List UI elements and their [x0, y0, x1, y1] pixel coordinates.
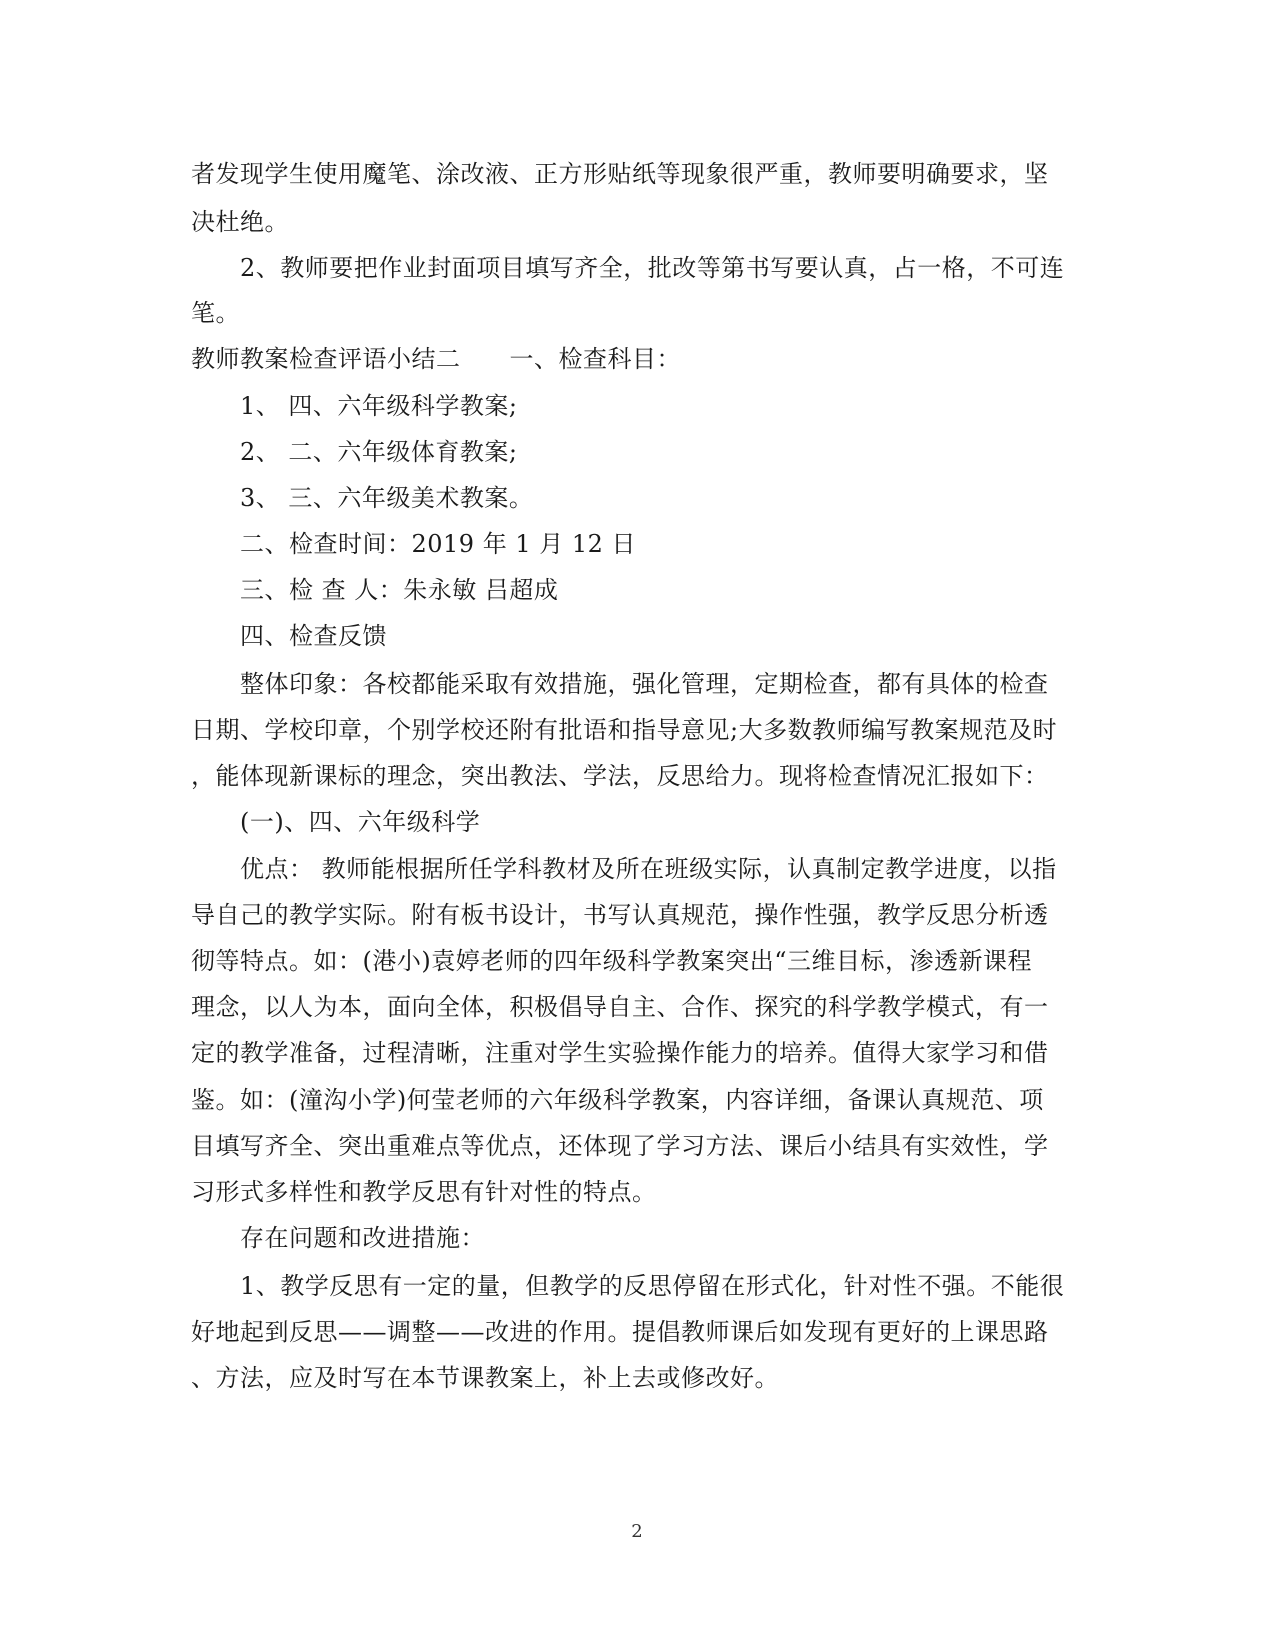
- text-line: 者发现学生使用魔笔、涂改液、正方形贴纸等现象很严重，教师要明确要求，坚: [191, 160, 1049, 188]
- text-line: 1、教学反思有一定的量，但教学的反思停留在形式化，针对性不强。不能很: [240, 1272, 1065, 1300]
- text-line: 目填写齐全、突出重难点等优点，还体现了学习方法、课后小结具有实效性，学: [191, 1132, 1049, 1160]
- text-line: 导自己的教学实际。附有板书设计，书写认真规范，操作性强，教学反思分析透: [191, 901, 1049, 929]
- text-line: 2、教师要把作业封面项目填写齐全，批改等第书写要认真，占一格，不可连: [240, 254, 1065, 282]
- text-line: 四、检查反馈: [240, 622, 387, 650]
- text-line: 整体印象：各校都能采取有效措施，强化管理，定期检查，都有具体的检查: [240, 670, 1049, 698]
- list-item: 3、 三、六年级美术教案。: [240, 484, 534, 512]
- text-line: 彻等特点。如：(港小)袁婷老师的四年级科学教案突出“三维目标，渗透新课程: [191, 947, 1032, 975]
- text-line: 、方法，应及时写在本节课教案上，补上去或修改好。: [191, 1364, 779, 1392]
- text-line: (一)、四、六年级科学: [240, 808, 481, 836]
- text-line: 定的教学准备，过程清晰，注重对学生实验操作能力的培养。值得大家学习和借: [191, 1039, 1049, 1067]
- list-item: 2、 二、六年级体育教案;: [240, 438, 518, 466]
- text-line: 理念，以人为本，面向全体，积极倡导自主、合作、探究的科学教学模式，有一: [191, 993, 1049, 1021]
- text-line: ，能体现新课标的理念，突出教法、学法，反思给力。现将检查情况汇报如下：: [191, 762, 1049, 790]
- text-line: 存在问题和改进措施：: [240, 1224, 485, 1252]
- text-line: 决杜绝。: [191, 208, 289, 236]
- text-line: 二、检查时间：2019 年 1 月 12 日: [240, 530, 637, 558]
- page-number: 2: [631, 1521, 643, 1542]
- text-line: 鉴。如：(潼沟小学)何莹老师的六年级科学教案，内容详细，备课认真规范、项: [191, 1086, 1044, 1114]
- text-line: 习形式多样性和教学反思有针对性的特点。: [191, 1178, 657, 1206]
- list-item: 1、 四、六年级科学教案;: [240, 392, 518, 420]
- text-line: 笔。: [191, 299, 240, 327]
- text-line: 优点： 教师能根据所任学科教材及所在班级实际，认真制定教学进度，以指: [240, 855, 1057, 883]
- text-line: 三、检 查 人：朱永敏 吕超成: [240, 576, 559, 604]
- section-heading: 教师教案检查评语小结二 一、检查科目：: [191, 345, 681, 373]
- text-line: 日期、学校印章，个别学校还附有批语和指导意见;大多数教师编写教案规范及时: [191, 716, 1058, 744]
- text-line: 好地起到反思——调整——改进的作用。提倡教师课后如发现有更好的上课思路: [191, 1318, 1049, 1346]
